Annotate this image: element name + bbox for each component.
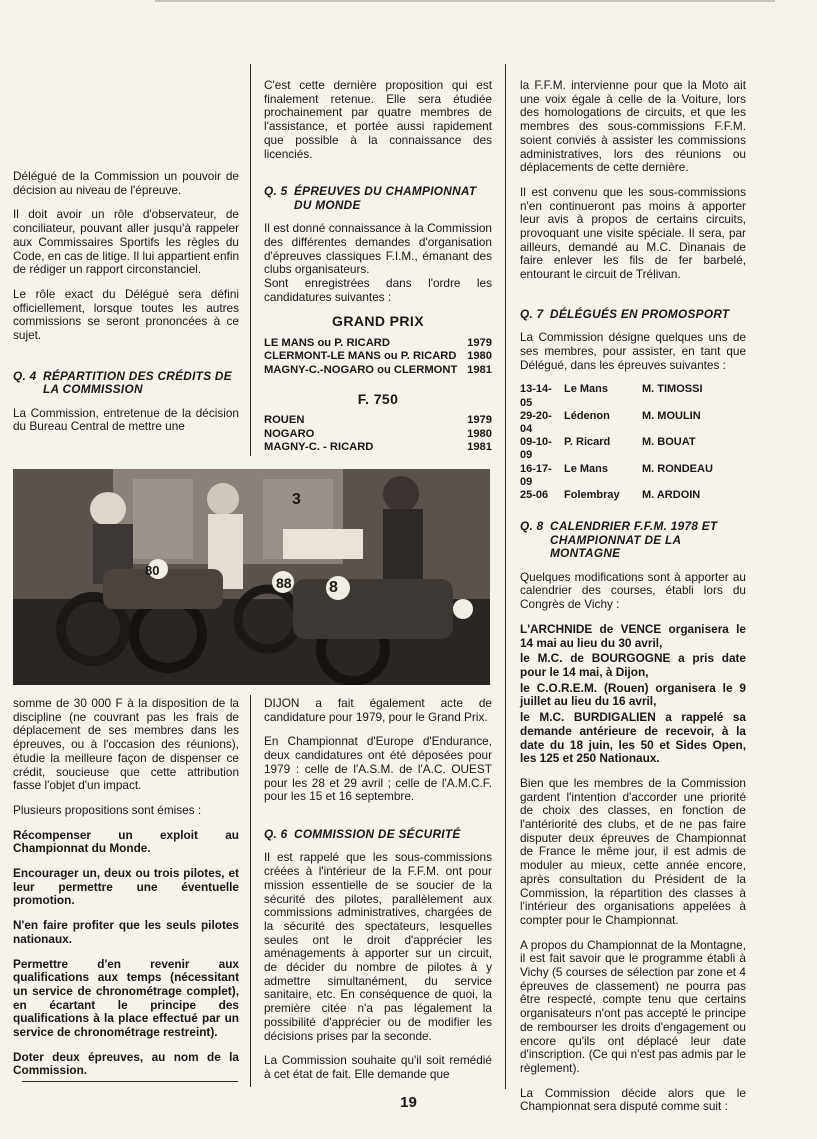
column-rule-left-lower	[250, 695, 251, 1087]
paragraph: Sont enregistrées dans l'ordre les candidatures suivantes :	[264, 276, 492, 304]
left-column-bottom	[13, 697, 239, 1089]
delegate-date: 09-10-09	[520, 436, 552, 462]
section-number: Q. 4	[13, 368, 37, 383]
section-number: Q. 8	[520, 519, 544, 534]
delegate-date: 13-14-05	[520, 383, 552, 409]
delegate-place: P. Ricard	[564, 436, 611, 449]
delegate-date: 16-17-09	[520, 462, 552, 488]
section-number: Q. 5	[264, 184, 288, 199]
paragraph: DIJON a fait également acte de candidature pour 1979, pour le Grand Prix.	[264, 696, 492, 724]
delegate-place: Le Mans	[564, 383, 609, 396]
candidature-row	[264, 350, 492, 363]
paragraph: la F.F.M. intervienne pour que la Moto ait une voix égale à celle de la Voiture, lors des homologations de circuits, et que les membres des sous-commissions F.F.M. soient conviés à assister les commissions administratives, lors des réunions ou déplacements de cette dernière.	[520, 78, 746, 175]
race-number: 80	[145, 563, 160, 578]
race-photo	[13, 469, 490, 685]
paragraph: Quelques modifications sont à apporter au calendrier des courses, établi lors du Congrès de Vichy :	[520, 569, 746, 612]
column-rule-right	[505, 64, 506, 1089]
delegate-row	[520, 463, 746, 489]
right-column	[520, 79, 746, 1125]
candidature-row	[264, 441, 492, 454]
delegate-name: M. TIMOSSI	[642, 383, 703, 396]
delegate-date: 25-06	[520, 489, 549, 502]
section-number: Q. 7	[520, 306, 544, 321]
delegate-date: 29-20-04	[520, 409, 552, 436]
proposal-item: Encourager un, deux ou trois pilotes, et leur permettre une éventuelle promotion.	[13, 866, 239, 908]
paragraph: Il est donné connaissance à la Commission des différentes demandes d'organisation d'épreuves classiques F.I.M., émanant des clubs organisateurs.	[264, 221, 492, 277]
section-heading-q6	[264, 828, 492, 842]
delegate-row	[520, 436, 746, 462]
circuit-name: LE MANS ou P. RICARD	[264, 337, 390, 350]
paragraph: Le rôle exact du Délégué sera défini officiellement, lorsque toutes les autres commissions se seront prononcées à ce sujet.	[13, 286, 239, 343]
delegate-place: Lédenon	[564, 409, 610, 422]
f750-heading: F. 750	[357, 390, 399, 407]
paragraph: somme de 30 000 F à la disposition de la discipline (ne couvrant pas les frais de déplacement de ses membres dans les épreuves, ou à l'occasion des réunions), étudie la meilleure façon de dispenser ce crédit, soucieuse que cette attribution fasse l'objet d'un impact.	[13, 696, 239, 793]
delegate-place: Folembray	[564, 489, 620, 502]
middle-column-top	[264, 79, 492, 454]
paragraph: La Commission, entretenue de la décision du Bureau Central de mettre une	[13, 405, 239, 434]
section-number: Q. 6	[264, 826, 288, 841]
candidature-row	[264, 428, 492, 441]
paragraph: Il est rappelé que les sous-commissions créées à l'intérieur de la F.F.M. ont pour mission essentielle de se soucier de la sécurité des pilotes, parallèlement aux commissions administratives, chargées de la sécurité des spectateurs, lesquelles seules ont le droit d'apprécier les aménagements à apporter sur un circuit, de décider du nombre de pilotes à y admettre simultanément, du service sanitaire, etc. En conséquence de quoi, la première citée n'a pas légalement la possibilité d'apprécier ou de modifier les décisions prises par la seconde.	[264, 850, 492, 1043]
grand-prix-heading: GRAND PRIX	[332, 313, 424, 330]
candidature-row	[264, 337, 492, 350]
circuit-name: MAGNY-C.-NOGARO ou CLERMONT	[264, 363, 458, 376]
calendar-change: L'ARCHNIDE de VENCE organisera le 14 mai au lieu du 30 avril,	[520, 621, 746, 650]
candidature-year: 1980	[467, 427, 492, 440]
delegate-row	[520, 410, 746, 436]
paragraph: La Commission désigne quelques uns de ses membres, pour assister, en tant que Délégué, dans les épreuves suivantes :	[520, 330, 746, 372]
candidature-row	[264, 364, 492, 377]
section-heading-q7	[520, 308, 746, 322]
candidature-year: 1980	[467, 350, 492, 363]
top-rule	[155, 0, 775, 2]
section-title: RÉPARTITION DES CRÉDITS DE LA COMMISSION	[43, 368, 232, 397]
delegate-row	[520, 489, 746, 502]
delegate-name: M. RONDEAU	[642, 462, 713, 475]
proposal-item: N'en faire profiter que les seuls pilotes nationaux.	[13, 918, 239, 946]
candidature-row	[264, 414, 492, 427]
left-column-top	[13, 170, 239, 445]
calendar-change: le M.C. BURDIGALIEN a rappelé sa demande antérieure de recevoir, à la date du 18 juin, les 50 et Sides Open, les 125 et 250 Nationaux.	[520, 710, 746, 766]
paragraph: C'est cette dernière proposition qui est finalement retenue. Elle sera étudiée prochainement par quatre membres de l'assistance, et portée aussi rapidement que possible à la connaissance des licenciés.	[264, 78, 492, 161]
calendar-change: le C.O.R.E.M. (Rouen) organisera le 9 juillet au lieu du 16 avril,	[520, 680, 746, 709]
calendar-change: le M.C. de BOURGOGNE a pris date pour le 14 mai, à Dijon,	[520, 651, 746, 679]
delegate-name: M. ARDOIN	[642, 489, 701, 502]
race-number: 3	[292, 491, 301, 508]
page-number: 19	[400, 1094, 417, 1111]
race-number: 8	[329, 579, 338, 596]
candidature-year: 1981	[467, 440, 492, 453]
paragraph: La Commission décide alors que le Championnat sera disputé comme suit :	[520, 1085, 746, 1114]
delegates-list	[520, 383, 746, 502]
section-title: CALENDRIER F.F.M. 1978 ET CHAMPIONNAT DE LA MONTAGNE	[550, 519, 718, 561]
circuit-name: NOGARO	[264, 427, 315, 440]
section-heading-q4	[13, 370, 239, 397]
section-title: ÉPREUVES DU CHAMPIONNAT DU MONDE	[294, 184, 477, 212]
section-title: COMMISSION DE SÉCURITÉ	[294, 826, 461, 841]
circuit-name: ROUEN	[264, 414, 305, 427]
delegate-name: M. MOULIN	[642, 409, 701, 422]
paragraph: Délégué de la Commission un pouvoir de décision au niveau de l'épreuve.	[13, 169, 239, 197]
paragraph: Il est convenu que les sous-commissions n'en continueront pas moins à apporter leur avis à propos de certains circuits, provoquant une visite spéciale. Il sera, par ailleurs, demandé au M.C. Dinanais de faire enlever les fils de fer barbelé, entourant le circuit de Trélivan.	[520, 184, 746, 282]
motorcycles-image	[13, 469, 490, 685]
f750-list	[264, 414, 492, 454]
circuit-name: CLERMONT-LE MANS ou P. RICARD	[264, 350, 457, 363]
candidature-year: 1979	[467, 337, 492, 350]
candidature-year: 1981	[467, 363, 492, 376]
grand-prix-list	[264, 337, 492, 377]
paragraph: Il doit avoir un rôle d'observateur, de conciliateur, pouvant aller jusqu'à rappeler aux Commissaires Sportifs les règles du Code, en cas de litige. Il lui appartient enfin de rédiger un rapport circonstanciel.	[13, 207, 239, 277]
delegate-row	[520, 383, 746, 409]
candidature-year: 1979	[467, 414, 492, 427]
proposal-item: Doter deux épreuves, au nom de la Commission.	[13, 1049, 239, 1078]
middle-column-bottom	[264, 697, 492, 1093]
paragraph: En Championnat d'Europe d'Endurance, deux candidatures ont été déposées pour 1979 : celle de l'A.S.M. de l'A.C. OUEST pour les 28 et 29 avril ; celle de l'A.M.C.F. pour les 15 et 16 septembre.	[264, 734, 492, 804]
delegate-place: Le Mans	[564, 462, 609, 475]
section-heading-q5	[264, 185, 492, 212]
delegate-name: M. BOUAT	[642, 436, 696, 449]
column-rule-left	[250, 64, 251, 456]
proposal-item: Permettre d'en revenir aux qualifications aux temps (nécessitant un service de chronométrage complet), en écartant le principe des qualifications à la place effectué par un service de chronométrage restreint).	[13, 956, 239, 1040]
paragraph: Plusieurs propositions sont émises :	[13, 802, 202, 817]
circuit-name: MAGNY-C. - RICARD	[264, 440, 374, 453]
paragraph: La Commission souhaite qu'il soit remédié à cet état de fait. Elle demande que	[264, 1053, 492, 1081]
section-title: DÉLÉGUÉS EN PROMOSPORT	[550, 306, 730, 321]
paragraph: Bien que les membres de la Commission gardent l'intention d'accorder une priorité de choix des classes, en fonction de l'antériorité des clubs, et de ne pas faire disputer deux épreuves de Championnat de France le même jour, il est admis de moduler au mieux, cette année encore, après consultation du Président de la Commission, la répartition des classes à l'intérieur des organisations appelées à compter pour le Championnat.	[520, 775, 746, 927]
race-number: 88	[276, 575, 292, 591]
section-heading-q8	[520, 520, 746, 561]
paragraph: A propos du Championnat de la Montagne, il est fait savoir que le programme établi à Vichy (5 courses de sélection par zone et 4 épreuves de classement) ne pourra pas être respecté, compte tenu que certains organisateurs n'ont pas accepté le principe de rembourser les droits d'engagement ou encore qu'ils ont déplacé leur date d'inscription. (Ce qui n'est pas admis par le règlement).	[520, 937, 746, 1075]
proposal-item: Récompenser un exploit au Championnat du Monde.	[13, 827, 239, 856]
